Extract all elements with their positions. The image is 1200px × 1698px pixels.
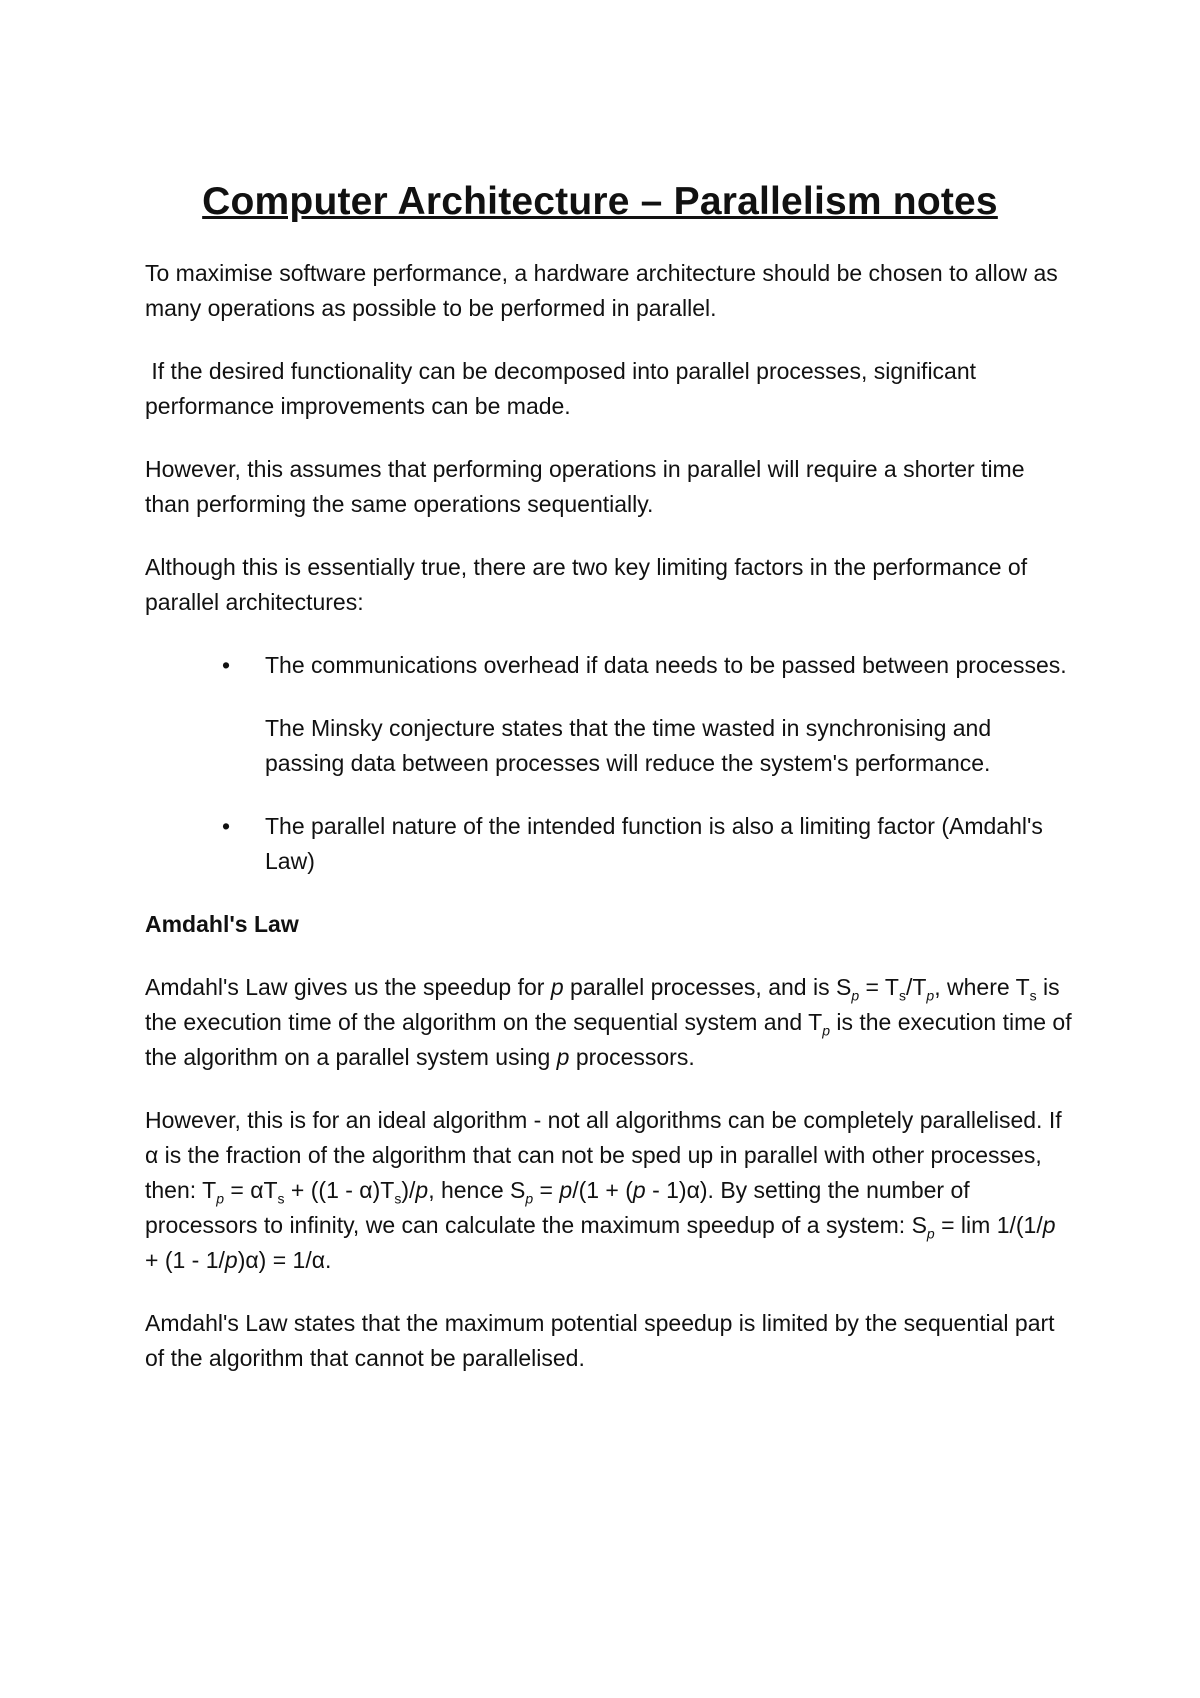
subscript-p: p (216, 1190, 224, 1207)
list-item (145, 648, 1075, 781)
text-run: is the execution time of the algorithm on the sequential system and T (145, 974, 1060, 1035)
variable-p: p (1042, 1212, 1056, 1238)
text-run: = T (859, 974, 899, 1000)
text-run: = lim 1/(1/ (934, 1212, 1043, 1238)
subscript-p: p (926, 1225, 935, 1242)
variable-p: p (559, 1177, 573, 1203)
text-run: + ((1 - α)T (284, 1177, 395, 1203)
paragraph-intro: To maximise software performance, a hardware architecture should be chosen to allow as many operations as possible to be performed in parallel. (145, 260, 1058, 321)
text-run: = (533, 1177, 560, 1203)
variable-p: p (224, 1247, 238, 1273)
text-run: )/ (401, 1177, 416, 1203)
bullet-communications-overhead: The communications overhead if data needs to be passed between processes. (265, 652, 1067, 678)
bullet-minsky-conjecture: The Minsky conjecture states that the time wasted in synchronising and passing data between processes will reduce the system's performance. (265, 715, 992, 776)
text-run: - 1)α). By setting the number of processors to infinity, we can calculate the maximum speedup of a system: S (145, 1177, 970, 1238)
list-item (145, 809, 1075, 879)
subscript-s: s (1029, 987, 1037, 1004)
text-run: , hence S (428, 1177, 526, 1203)
variable-p: p (415, 1177, 429, 1203)
text-run: processors. (569, 1044, 695, 1070)
subscript-p: p (822, 1022, 830, 1039)
text-run: /(1 + ( (572, 1177, 633, 1203)
text-run: However, this is for an ideal algorithm - not all algorithms can be completely parallelised. If α is the fraction of the algorithm that can not be sped up in parallel with other processes, then: T (145, 1107, 1062, 1203)
paragraph-amdahl-speedup (145, 970, 1075, 1075)
text-run: /T (905, 974, 927, 1000)
text-run: Amdahl's Law gives us the speedup for (145, 974, 551, 1000)
subscript-p: p (525, 1190, 534, 1207)
paragraph-limiting-factors: Although this is essentially true, there are two key limiting factors in the performance of parallel architectures: (145, 554, 1028, 615)
paragraph-amdahl-formula (145, 1103, 1075, 1278)
variable-p: p (550, 974, 564, 1000)
text-run: , where T (934, 974, 1030, 1000)
subscript-s: s (394, 1190, 402, 1207)
paragraph-amdahl-conclusion: Amdahl's Law states that the maximum potential speedup is limited by the sequential part of the algorithm that cannot be parallelised. (145, 1310, 1055, 1371)
subscript-p: p (926, 987, 935, 1004)
subscript-p: p (851, 987, 860, 1004)
bullet-parallel-nature: The parallel nature of the intended function is also a limiting factor (Amdahl's Law) (265, 813, 1043, 874)
section-heading-amdahl: Amdahl's Law (145, 911, 299, 937)
text-run: is the execution time of the algorithm on a parallel system using (145, 1009, 1072, 1070)
page-title: Computer Architecture – Parallelism notes (202, 180, 998, 223)
text-run: + (1 - 1/ (145, 1247, 225, 1273)
limiting-factors-list (145, 648, 1075, 879)
paragraph-assumption: However, this assumes that performing operations in parallel will require a shorter time than performing the same operations sequentially. (145, 456, 1025, 517)
bullet-icon: • (222, 813, 231, 839)
variable-p: p (556, 1044, 570, 1070)
text-run: parallel processes, and is S (563, 974, 852, 1000)
text-run: )α) = 1/α. (237, 1247, 332, 1273)
text-run: = αT (223, 1177, 278, 1203)
bullet-icon: • (222, 652, 231, 678)
subscript-s: s (277, 1190, 285, 1207)
subscript-s: s (898, 987, 906, 1004)
variable-p: p (632, 1177, 646, 1203)
document-body (145, 256, 1075, 1404)
paragraph-decomposition: If the desired functionality can be decomposed into parallel processes, significant performance improvements can be made. (145, 358, 983, 419)
